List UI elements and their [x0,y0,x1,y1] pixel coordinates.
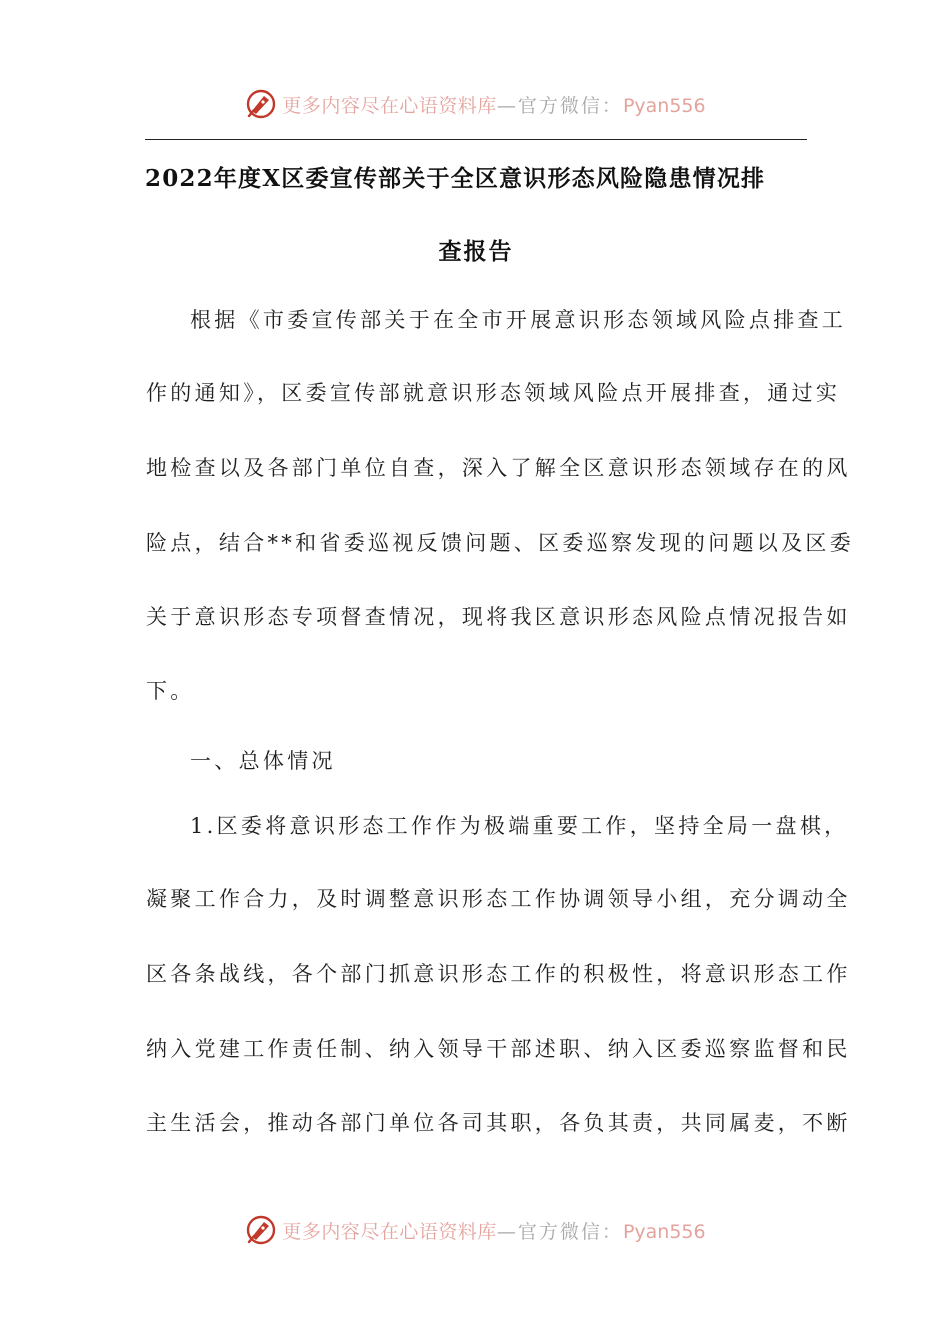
watermark-brand: 更多内容尽在心语资料库 [282,94,497,117]
body-line-5: 关于意识形态专项督查情况，现将我区意识形态风险点情况报告如 [146,605,851,629]
body-line-3: 地检查以及各部门单位自查，深入了解全区意识形态领域存在的风 [146,456,851,480]
body-line-10: 区各条战线，各个部门抓意识形态工作的积极性，将意识形态工作 [146,962,851,986]
body-line-6: 下。 [146,679,195,703]
document-title-line-1: 2022年度X区委宣传部关于全区意识形态风险隐患情况排 [145,165,766,192]
watermark-text [282,91,705,118]
body-line-11: 纳入党建工作责任制、纳入领导干部述职、纳入区委巡察监督和民 [146,1037,851,1061]
body-line-9: 凝聚工作合力，及时调整意识形态工作协调领导小组，充分调动全 [146,887,851,911]
body-line-2: 作的通知》，区委宣传部就意识形态领域风险点开展排查，通过实 [146,381,841,405]
watermark-brand: 更多内容尽在心语资料库 [282,1220,497,1243]
body-line-1: 根据《市委宣传部关于在全市开展意识形态领域风险点排查工 [190,308,847,332]
body-line-8: 1.区委将意识形态工作作为极端重要工作，坚持全局一盘棋， [190,814,849,838]
watermark-official: 官方微信： [517,94,623,117]
header-watermark [0,82,950,126]
watermark-text [282,1217,705,1244]
pen-nib-circle-icon [244,1213,278,1247]
watermark-official: 官方微信： [517,1220,623,1243]
body-line-12: 主生活会，推动各部门单位各司其职，各负其责，共同属麦，不断 [146,1111,851,1135]
watermark-dash: — [496,1220,518,1243]
watermark-dash: — [496,94,518,117]
watermark-id: Pyan556 [622,1220,706,1243]
body-line-4: 险点，结合**和省委巡视反馈问题、区委巡察发现的问题以及区委 [146,531,854,555]
watermark-id: Pyan556 [622,94,706,117]
header-divider [145,139,807,140]
pen-nib-circle-icon [244,87,278,121]
document-title-line-2: 查报告 [438,238,514,265]
section-heading-overview: 一、总体情况 [190,749,336,773]
footer-watermark [0,1208,950,1252]
